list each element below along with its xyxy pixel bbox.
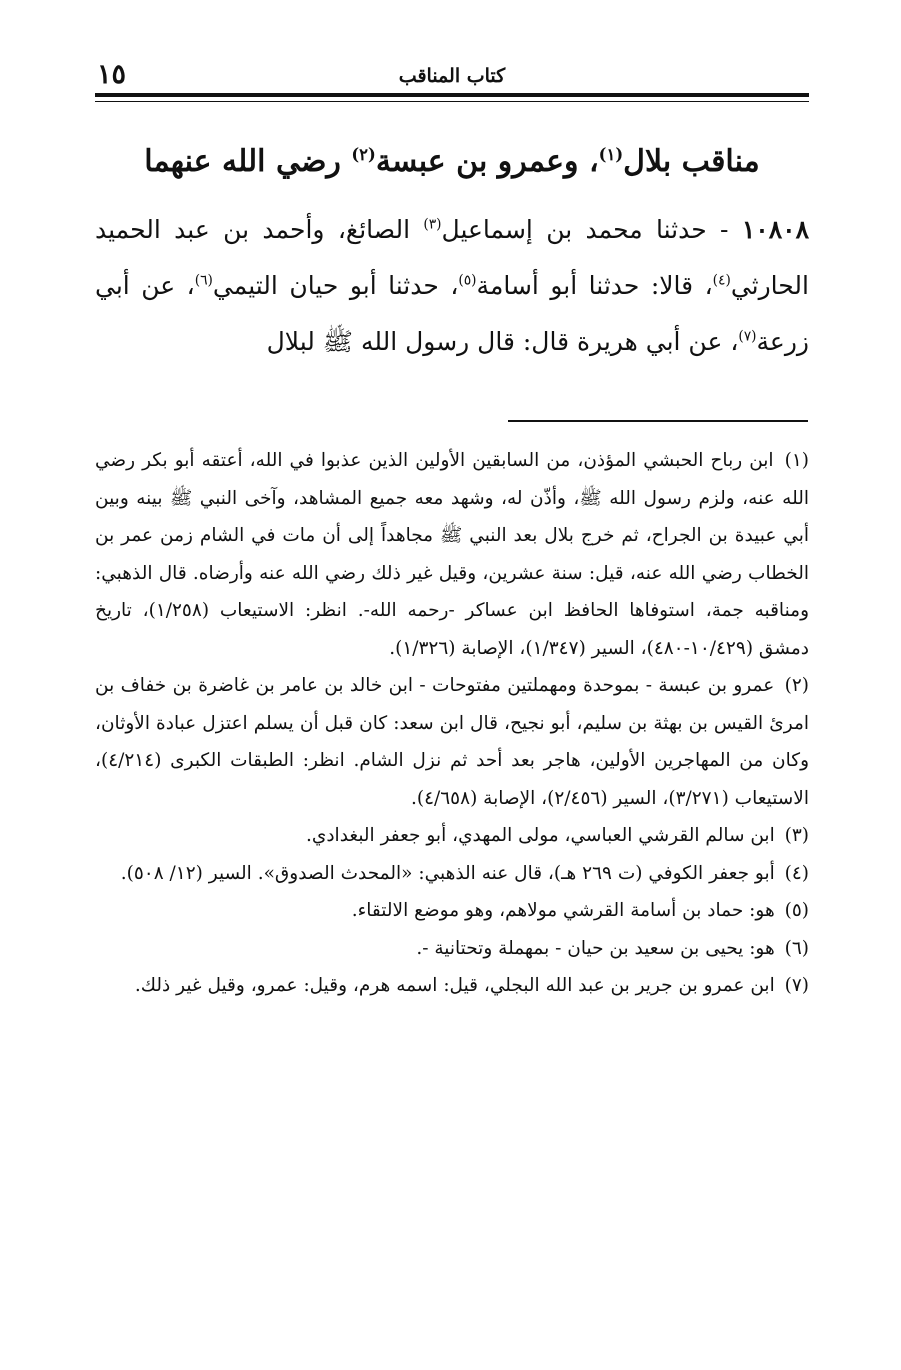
- footnote-text: ابن رباح الحبشي المؤذن، من السابقين الأولين الذين عذبوا في الله، أعتقه أبو بكر رضي الله عنه، ولزم رسول الله ﷺ، وأذّن له، وشهد معه جميع المشاهد، وآخى النبي ﷺ بينه وبين أبي عبيدة بن الجراح، ثم خرج بلال بعد النبي ﷺ مجاهداً إلى أن مات في الشام زمن عمر بن الخطاب رضي الله عنه، قيل: سنة عشرين، وقيل غير ذلك رضي الله عنه وأرضاه. قال الذهبي: ومناقبه جمة، استوفاها الحافظ ابن عساكر -رحمه الله-. انظر: الاستيعاب (١/٢٥٨)، تاريخ دمشق (١٠/٤٢٩-٤٨٠)، السير (١/٣٤٧)، الإصابة (١/٣٢٦).: [95, 450, 809, 659]
- running-title: كتاب المناقب: [398, 65, 506, 87]
- footnote-number: (٥): [784, 900, 809, 921]
- footnote-number: (٧): [784, 975, 809, 996]
- footnote-2: [95, 667, 809, 817]
- hadith-segment: ، حدثنا أبو حيان التيمي: [212, 271, 459, 300]
- footnote-ref: (٦): [194, 272, 213, 289]
- footnote-text: هو: يحيى بن سعيد بن حيان - بمهملة وتحتانية -.: [416, 937, 775, 959]
- footnote-4: [95, 855, 809, 893]
- page-number: ١٥: [97, 59, 127, 90]
- chapter-title-part: ، وعمرو بن عبسة: [375, 144, 599, 179]
- footnote-3: [95, 817, 809, 855]
- footnote-1: [95, 442, 809, 667]
- header-rule-thick: [95, 93, 809, 97]
- footnote-6: [95, 930, 809, 968]
- hadith-segment: ، قالا: حدثنا أبو أسامة: [476, 271, 713, 300]
- hadith-text: [95, 202, 809, 370]
- footnote-number: (٣): [784, 825, 809, 846]
- chapter-title-part: رضي الله عنهما: [144, 144, 352, 179]
- footnote-number: (٦): [784, 937, 809, 959]
- hadith-segment: ، عن أبي زرعة: [95, 271, 809, 356]
- footnote-5: [95, 892, 809, 930]
- page-header: [95, 58, 809, 94]
- footnote-ref: (٤): [712, 272, 731, 289]
- footnote-ref: (١): [598, 145, 624, 164]
- hadith-dash: -: [706, 215, 742, 244]
- footnote-text: ابن سالم القرشي العباسي، مولى المهدي، أبو جعفر البغدادي.: [305, 825, 775, 846]
- footnote-number: (١): [784, 450, 809, 471]
- header-rule-thin: [95, 101, 809, 102]
- hadith-segment: حدثنا محمد بن إسماعيل: [441, 215, 707, 244]
- hadith-segment: الصائغ، وأحمد بن عبد الحميد الحارثي: [95, 215, 809, 300]
- chapter-title-part: مناقب بلال: [623, 144, 760, 179]
- footnotes: [95, 442, 809, 1005]
- footnote-ref: (٥): [458, 272, 477, 289]
- footnote-separator: [508, 420, 808, 422]
- footnote-number: (٢): [784, 675, 809, 696]
- footnote-text: ابن عمرو بن جرير بن عبد الله البجلي، قيل: اسمه هرم، وقيل: عمرو، وقيل غير ذلك.: [134, 975, 775, 996]
- hadith-segment: ، عن أبي هريرة قال: قال رسول الله ﷺ لبلال: [266, 327, 739, 356]
- footnote-7: [95, 967, 809, 1005]
- footnote-ref: (٧): [738, 328, 757, 345]
- footnote-text: عمرو بن عبسة - بموحدة ومهملتين مفتوحات - ابن خالد بن عامر بن غاضرة بن خفاف بن امرئ القيس بن بهثة بن سليم، أبو نجيح، قال ابن سعد: كان قبل أن يسلم اعتزل عبادة الأوثان، وكان من المهاجرين الأولين، هاجر بعد أحد ثم نزل الشام. انظر: الطبقات الكبرى (٤/٢١٤)، الاستيعاب (٣/٢٧١)، السير (٢/٤٥٦)، الإصابة (٤/٦٥٨).: [95, 675, 809, 809]
- footnote-number: (٤): [784, 862, 809, 884]
- footnote-ref: (٢): [351, 145, 376, 164]
- footnote-text: هو: حماد بن أسامة القرشي مولاهم، وهو موضع الالتقاء.: [351, 900, 775, 921]
- footnote-text: أبو جعفر الكوفي (ت ٢٦٩ هـ)، قال عنه الذهبي: «المحدث الصدوق». السير (١٢/ ٥٠٨).: [120, 862, 775, 884]
- hadith-number: ١٠٨٠٨: [741, 215, 809, 244]
- chapter-title: [95, 138, 809, 186]
- footnote-ref: (٣): [423, 216, 442, 233]
